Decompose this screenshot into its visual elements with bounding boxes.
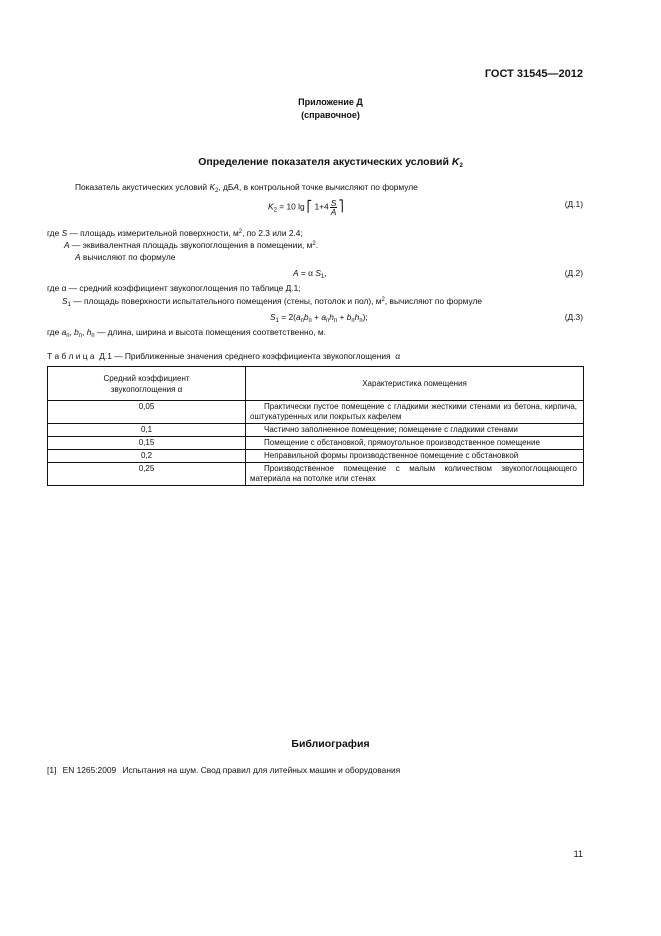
where3-sep1: , xyxy=(69,327,75,337)
table-header-coefficient xyxy=(48,367,246,401)
table-row xyxy=(48,401,584,424)
table-cell-value: 0,25 xyxy=(48,463,246,486)
eq1-k: K xyxy=(268,201,274,212)
where-a-sup: 2 xyxy=(312,241,316,247)
absorption-table xyxy=(47,366,584,486)
appendix-note: (справочное) xyxy=(301,110,360,120)
eq3-plus2: + xyxy=(337,312,347,322)
where-alpha-symbol: α xyxy=(61,283,67,293)
where3-text: — длина, ширина и высота помещения соответственно, м. xyxy=(94,327,326,337)
eq3-a2-sub: п xyxy=(326,318,330,324)
eq1-numerator: S xyxy=(330,198,337,208)
table-cell-value: 0,2 xyxy=(48,450,246,463)
where-s-symbol: S xyxy=(61,228,68,238)
equation-d1 xyxy=(268,199,344,216)
eq3-a: a xyxy=(295,312,301,322)
page-number: 11 xyxy=(573,849,583,859)
where-s1-symbol: S xyxy=(62,296,68,306)
where-s-tail: , по 2.3 или 2.4; xyxy=(242,228,303,238)
table-cell-value: 0,1 xyxy=(48,424,246,437)
intro-paragraph xyxy=(75,182,418,192)
where-s1-tail: , вычисляют по формуле xyxy=(384,296,483,306)
where3-b-sub: п xyxy=(78,333,83,339)
standard-header: ГОСТ 31545—2012 xyxy=(484,68,583,80)
intro-a-unit: A xyxy=(233,182,240,192)
header-coefficient-line2: звукопоглощения α xyxy=(110,384,183,394)
table-cell-description: Частично заполненное помещение; помещение с гладкими стенами xyxy=(246,424,584,437)
where-s1-sub: 1 xyxy=(67,302,71,308)
bibliography-entry xyxy=(47,765,400,775)
where-a-formula xyxy=(75,252,175,262)
where-a-symbol: A xyxy=(64,240,70,250)
where-a-text: — эквивалентная площадь звукопоглощения в помещении, м xyxy=(69,240,313,250)
section-title-symbol: K xyxy=(451,156,460,168)
where-a2-text: вычисляют по формуле xyxy=(80,252,176,262)
eq3-s-sub: 1 xyxy=(275,318,279,324)
table-cell-description: Производственное помещение с малым количеством звукопоглощающего материала на потолке или стенах xyxy=(246,463,584,486)
eq1-bracket-right: ⎤ xyxy=(338,200,344,213)
eq3-b: b xyxy=(303,312,309,322)
eq2-alpha: = α xyxy=(298,268,316,278)
eq3-b2-sub: п xyxy=(351,318,355,324)
intro-k: K xyxy=(209,182,216,192)
table-row xyxy=(48,450,584,463)
where3-h: h xyxy=(86,327,92,337)
where-g1: где xyxy=(47,228,62,238)
where-s1 xyxy=(62,296,482,306)
where-a xyxy=(64,240,318,250)
table-row xyxy=(48,463,584,486)
where-a-tail: . xyxy=(315,240,319,250)
table-header-characteristic: Характеристика помещения xyxy=(246,367,584,401)
table-caption: Т а б л и ц а Д.1 — Приближенные значения среднего коэффициента звукопоглощения α xyxy=(47,351,401,361)
intro-text-2: , дБ xyxy=(218,182,234,192)
eq3-eq: = 2( xyxy=(278,312,296,322)
intro-text-1: Показатель акустических условий xyxy=(75,182,210,192)
where-g3: где xyxy=(47,327,62,337)
section-title-text: Определение показателя акустических условий xyxy=(198,156,452,168)
equation-d3 xyxy=(270,312,368,322)
where-s-text: — площадь измерительной поверхности, м xyxy=(67,228,239,238)
eq3-a-sub: п xyxy=(300,318,304,324)
eq1-fraction xyxy=(330,199,338,216)
eq2-s: S xyxy=(315,268,321,278)
where-dimensions xyxy=(47,327,326,337)
eq3-s: S xyxy=(270,312,276,322)
eq3-tail: ); xyxy=(362,312,368,322)
intro-k-sub: 2 xyxy=(215,188,219,194)
header-coefficient-line1: Средний коэффициент xyxy=(103,373,190,383)
where3-h-sub: п xyxy=(91,333,95,339)
eq3-b2: b xyxy=(346,312,352,322)
table-header-row xyxy=(48,367,584,401)
where3-a-sub: п xyxy=(66,333,70,339)
where-alpha xyxy=(47,283,301,293)
where-s xyxy=(47,228,303,238)
table-row xyxy=(48,424,584,437)
eq3-plus1: + xyxy=(311,312,322,322)
intro-text-3: , в контрольной точке вычисляют по формуле xyxy=(239,182,418,192)
table-cell-description: Практически пустое помещение с гладкими жесткими стенами из бетона, кирпича, оштукатуренных или покрытых кафелем xyxy=(246,401,584,424)
eq3-h: h xyxy=(329,312,334,322)
eq1-bracket-left: ⎡ xyxy=(306,200,313,213)
where3-sep2: , xyxy=(82,327,87,337)
section-title xyxy=(0,156,661,168)
bib-entry-text: Испытания на шум. Свод правил для литейных машин и оборудования xyxy=(122,765,401,775)
table-cell-value: 0,15 xyxy=(48,437,246,450)
eq2-tail: , xyxy=(324,268,327,278)
bib-entry-number: [1] xyxy=(47,765,57,775)
where-a2-symbol: A xyxy=(75,252,81,262)
eq2-number: (Д.2) xyxy=(564,268,583,278)
eq1-number: (Д.1) xyxy=(564,199,583,209)
eq3-h2-sub: п xyxy=(359,318,363,324)
where-s1-sup: 2 xyxy=(381,297,385,303)
eq3-b-sub: п xyxy=(308,318,312,324)
appendix-title: Приложение Д xyxy=(298,97,363,107)
eq3-h-sub: п xyxy=(333,318,338,324)
equation-d2 xyxy=(293,268,327,278)
eq1-k-sub: 2 xyxy=(273,207,277,214)
eq1-denominator: A xyxy=(330,207,337,217)
where-s1-text: — площадь поверхности испытательного помещения (стены, потолок и пол), м xyxy=(70,296,382,306)
eq3-number: (Д.3) xyxy=(564,312,583,322)
bibliography-title: Библиография xyxy=(291,738,370,750)
section-title-sub: 2 xyxy=(459,163,463,169)
where3-b: b xyxy=(74,327,79,337)
bib-entry-code: EN 1265:2009 xyxy=(62,765,117,775)
eq3-a2: a xyxy=(321,312,326,322)
where-alpha-text: — средний коэффициент звукопоглощения по таблице Д.1; xyxy=(66,283,301,293)
eq1-one-plus-four: 1+4 xyxy=(312,201,329,212)
table-row xyxy=(48,437,584,450)
where3-a: a xyxy=(61,327,67,337)
appendix-heading xyxy=(0,96,661,122)
table-cell-description: Неправильной формы производственное помещение с обстановкой xyxy=(246,450,584,463)
eq2-s-sub: 1 xyxy=(320,274,325,280)
table-cell-description: Помещение с обстановкой, прямоугольное производственное помещение xyxy=(246,437,584,450)
where-g2: где xyxy=(47,283,62,293)
eq3-h2: h xyxy=(354,312,360,322)
eq1-lg: = 10 lg xyxy=(276,201,305,212)
eq2-a: A xyxy=(293,268,299,278)
where-s-sup: 2 xyxy=(238,229,243,235)
table-cell-value: 0,05 xyxy=(48,401,246,424)
